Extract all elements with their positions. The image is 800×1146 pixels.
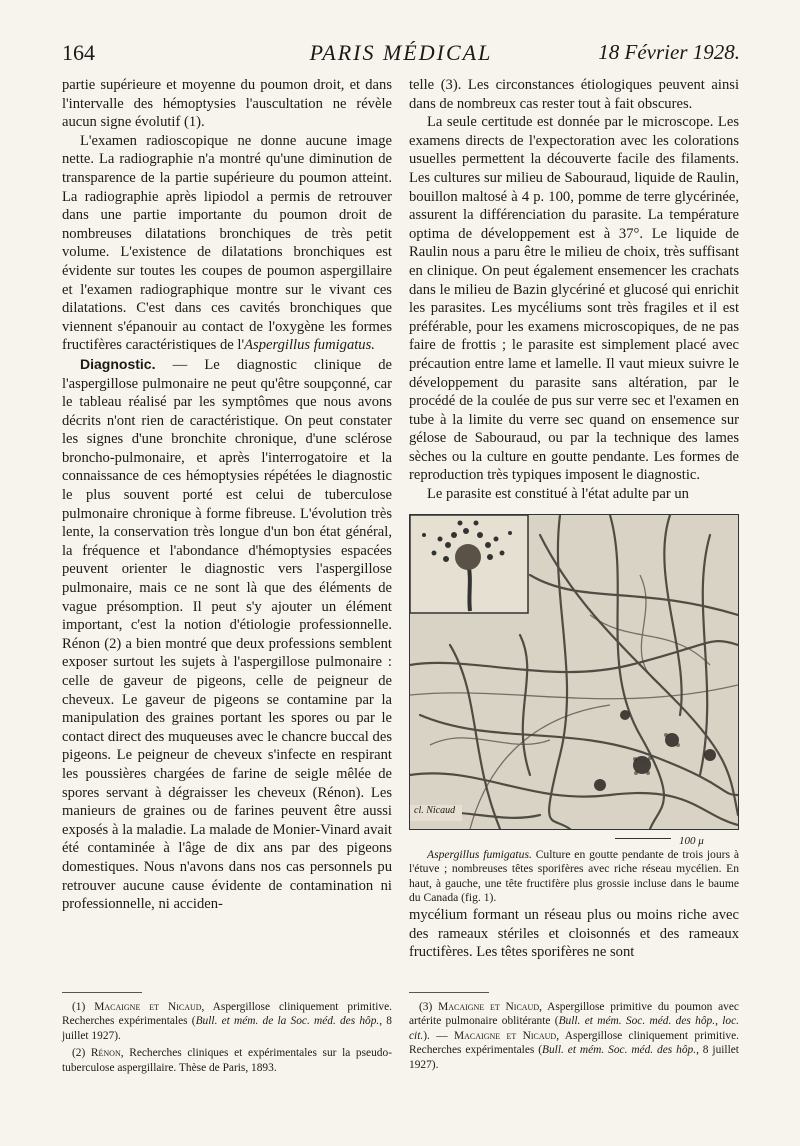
paragraph: telle (3). Les circonstances étiologiques peuvent ainsi dans de nombreux cas rester tout à fait obscures. [409, 77, 739, 112]
footnote-number: (3) [419, 1001, 439, 1013]
footnote-source: Bull. et mém. Soc. méd. des hôp., loc. cit. [409, 1015, 739, 1042]
footnote-text: , Aspergillose primitive du poumon avec artérite pulmonaire oblitérante ( [409, 1001, 739, 1028]
figure-credit: cl. Nicaud [414, 805, 456, 817]
paragraph [62, 132, 392, 355]
page-header [62, 40, 740, 66]
footnote-authors: Macaigne et Nicaud [454, 1029, 557, 1042]
footnote-authors: Macaigne et Nicaud [438, 1001, 540, 1013]
right-column [409, 76, 739, 962]
scale-bar-line [615, 838, 671, 839]
paragraph-text: — Le diagnostic clinique de l'aspergillose pulmonaire ne peut qu'être soupçonné, car le tableau réalisé par les symptômes que nous avons décrits n'ont rien de caractéristique. On peut constater les signes d'une bronchite chronique, d'une sclérose broncho-pulmonaire, et après l'interrogatoire et la connaissance de ces hémoptysies répétées le diagnostic le plus souvent porté est celui de tuberculose pulmonaire chronique à forme fibreuse. L'évolution très lente, la conservation très longue d'un bon état général, la fréquence et l'abondance d'hémoptysies espacées peuvent orienter le diagnostic vers l'aspergillose pulmonaire, mais ce ne sont là que des éléments de vague présomption. Il peut s'y ajouter un élément important, c'est la notion d'étiologie professionnelle. Rénon (2) a bien montré que deux professions semblent exposer surtout les sujets à l'aspergillose pulmonaire : celle de gaveur de pigeons, celle de peigneur de cheveux. Le gaveur de pigeons se contamine par la manipulation des graines portant les spores ou par le contact direct des muqueuses avec le chancre buccal des pigeons. Le peigneur de cheveux s'infecte en respirant les poussières chargées de farine de seigle mêlée de spores servant à dégraisser les cheveux (Rénon). Les manieurs de graines ou de farines peuvent être aussi exposés à la maladie. La malade de Monier-Vinard avait été contaminée à l'âge de dix ans par des pigeons domestiques. Nous n'avons dans nos cas personnels pu retrouver aucune cause évidente de contamination ni professionnelle, ni acciden- [62, 356, 392, 913]
footnote-number: (2) [72, 1047, 91, 1060]
paragraph [62, 355, 392, 914]
footnote-text: , Aspergillose cliniquement primitive. Recherches expérimentales ( [62, 1001, 392, 1028]
paragraph: mycélium formant un réseau plus ou moins riche avec des rameaux stériles et cloisonnés et des rameaux fructifères. Les têtes sporifères ne sont [409, 907, 739, 961]
paragraph: partie supérieure et moyenne du poumon droit, et dans l'intervalle des hémoptysies l'auscultation ne révèle aucun signe évolutif (1). [62, 77, 392, 131]
paragraph-text: L'examen radioscopique ne donne aucune image nette. La radiographie n'a montré qu'une diminution de transparence de la partie supérieure du poumon atteint. La radiographie après lipiodol a permis de retrouver dans une partie importante du poumon droit de nombreuses dilatations bronchiques de très petit volume. L'existence de dilatations bronchiques est évidente sur toutes les coupes de poumon aspergillaire et l'examen radiographique montre sur le vivant ces dilatations. C'est dans ces cavités bronchiques que viennent s'épanouir au contact de l'oxygène les formes fructifères caractéristiques de l' [62, 132, 392, 354]
footnote-authors: Rénon [90, 1047, 121, 1060]
scale-bar [409, 832, 739, 846]
paragraph: La seule certitude est donnée par le microscope. Les examens directs de l'expectoration avec les colorations usuelles permettent la découverte facile des filaments. Les cultures sur milieu de Sabouraud, liquide de Raulin, bouillon maltosé à 4 p. 100, pomme de terre glycérinée, assurent la différenciation du parasite. La température optima de développement est à 37°. Le liquide de Raulin nous a paru être le milieu de choix, très suffisant en clinique. On peut également ensemencer les crachats dans le milieu de Bazin glycériné et glucosé qui enrichit les parasites. Les mycéliums sont très fragiles et il est préférable, pour les examens microscopiques, de ne pas faire de frottis ; le parasite est simplement placé avec précaution entre lame et lamelle. Il vaut mieux suivre le développement du parasite sans altération, par le procédé de la coulée de pus sur verre sec et l'examen en tube à la limite du verre sec quand on ensemence sur gélose de Sabouraud, ou par la technique des lames sèches ou la culture en goutte pendante. Les formes de reproduction très typiques imposent le diagnostic. [409, 114, 739, 484]
section-heading: Diagnostic. [80, 355, 156, 372]
mycelium-illustration [410, 515, 738, 829]
footnotes-right [409, 1000, 739, 1075]
footnote-source: Bull. et mém. de la Soc. méd. des hôp. [195, 1015, 380, 1028]
footnote-authors: Macaigne et Nicaud [94, 1001, 202, 1013]
scale-bar-label: 100 μ [679, 834, 704, 847]
footnotes-left [62, 1000, 392, 1078]
caption-text: Culture en goutte pendante de trois jours à l'étuve ; nombreuses têtes sporifères avec riche réseau mycélien. En haut, à gauche, une tête fructifère plus grossie incluse dans le baume du Canada (fig. 1). [409, 847, 739, 905]
footnote [62, 1046, 392, 1075]
footnote-rule-right [409, 992, 489, 993]
footnote-number: (1) [72, 1001, 95, 1013]
species-name: Aspergillus fumigatus. [244, 337, 375, 354]
footnote-source: Bull. et mém. Soc. méd. des hôp. [542, 1044, 697, 1057]
footnote-text: , 8 juillet 1927). [62, 1015, 392, 1042]
footnote [409, 1000, 739, 1072]
footnote-text: , Aspergillose cliniquement primitive. Recherches expérimentales ( [409, 1029, 739, 1057]
figure-caption [409, 848, 739, 906]
left-column [62, 76, 392, 914]
footnote-text: , 8 juillet 1927). [409, 1044, 739, 1071]
page-number: 164 [62, 40, 95, 65]
footnote-rule-left [62, 992, 142, 993]
paragraph: Le parasite est constitué à l'état adulte par un [427, 486, 689, 503]
issue-date: 18 Février 1928. [598, 40, 740, 64]
caption-species: Aspergillus fumigatus. [427, 847, 532, 861]
footnote [62, 1000, 392, 1043]
journal-title: PARIS MÉDICAL [309, 40, 493, 65]
footnote-text: ). — [423, 1029, 455, 1042]
footnote-text: , Recherches cliniques et expérimentales sur la pseudo-tuberculose aspergillaire. Thèse de Paris, 1893. [62, 1047, 392, 1074]
micrograph-figure [409, 514, 739, 830]
